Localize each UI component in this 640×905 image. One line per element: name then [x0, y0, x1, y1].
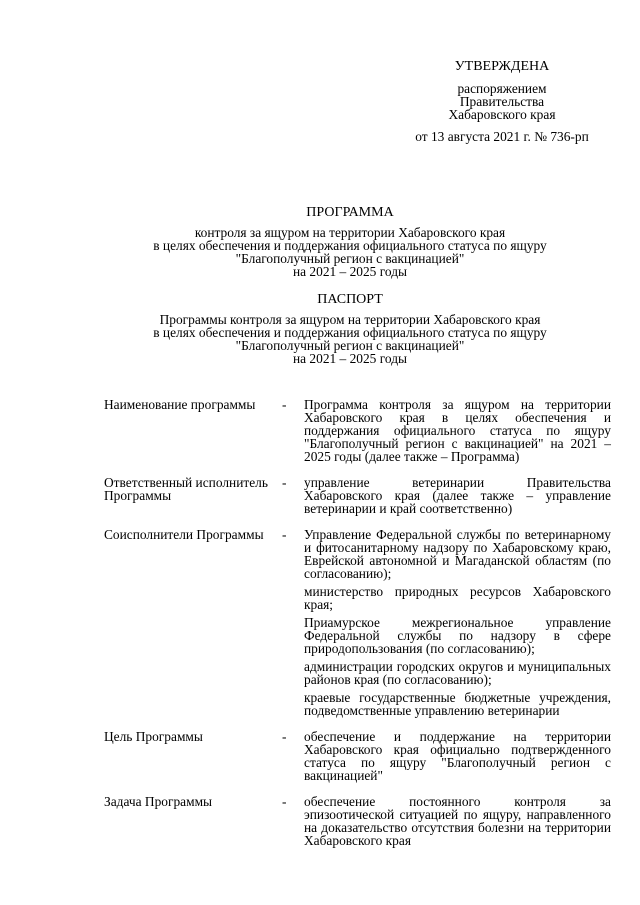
passport-subtitle-line: "Благополучный регион с вакцинацией" — [235, 338, 465, 353]
row-dash: - — [282, 794, 287, 809]
row-label: Задача Программы — [104, 794, 213, 809]
program-subtitle-line: "Благополучный регион с вакцинацией" — [235, 251, 465, 266]
row-paragraph: Управление Федеральной службы по ветеринарному и фитосанитарному надзору по Хабаровскому краю, Еврейской автономной и Магаданской областям (по согласованию); — [304, 527, 611, 581]
approval-title: УТВЕРЖДЕНА — [454, 59, 550, 74]
program-title: ПРОГРАММА — [306, 205, 394, 220]
row-content — [304, 398, 611, 463]
row-paragraph: обеспечение постоянного контроля за эпизоотической ситуацией по ящуру, направленного на доказательство отсутствия болезни на территории Хабаровского края — [304, 794, 611, 848]
approval-date: от 13 августа 2021 г. № 736-рп — [415, 129, 589, 144]
row-label: Цель Программы — [104, 729, 203, 744]
program-heading — [100, 206, 600, 278]
table-row — [104, 398, 612, 463]
program-subtitle-line: в целях обеспечения и поддержания официального статуса по ящуру — [153, 238, 547, 253]
approval-line: распоряжением — [457, 81, 547, 96]
row-dash: - — [282, 527, 287, 542]
table-row — [104, 795, 612, 847]
row-paragraph: управление ветеринарии Правительства Хабаровского края (далее также – управление ветеринарии и край соответственно) — [304, 475, 611, 516]
row-content — [304, 795, 611, 847]
row-content — [304, 730, 611, 782]
program-subtitle-line: контроля за ящуром на территории Хабаровского края — [194, 225, 506, 240]
row-label: Наименование программы — [104, 397, 256, 412]
passport-subtitle-line: Программы контроля за ящуром на территории Хабаровского края — [159, 312, 541, 327]
passport-subtitle-line: на 2021 – 2025 годы — [292, 351, 408, 366]
row-paragraph: министерство природных ресурсов Хабаровского края; — [304, 584, 611, 612]
approval-line: Хабаровского края — [448, 107, 556, 122]
row-label: Ответственный исполнитель Программы — [104, 475, 268, 503]
program-subtitle-line: на 2021 – 2025 годы — [292, 264, 408, 279]
table-row — [104, 476, 612, 515]
passport-heading — [100, 293, 600, 365]
passport-table — [104, 398, 612, 860]
row-paragraph: администрации городских округов и муниципальных районов края (по согласованию); — [304, 659, 611, 687]
row-paragraph: обеспечение и поддержание на территории Хабаровского края официально подтвержденного статуса по ящуру "Благополучный регион с вакцинацией" — [304, 729, 611, 783]
row-paragraph: Приамурское межрегиональное управление Федеральной службы по надзору в сфере природопользования (по согласованию); — [304, 615, 611, 656]
table-row — [104, 528, 612, 717]
row-dash: - — [282, 397, 287, 412]
table-row — [104, 730, 612, 782]
row-paragraph: краевые государственные бюджетные учреждения, подведомственные управлению ветеринарии — [304, 690, 611, 718]
row-content — [304, 528, 611, 717]
approval-line: Правительства — [459, 94, 545, 109]
passport-subtitle-line: в целях обеспечения и поддержания официального статуса по ящуру — [153, 325, 547, 340]
passport-title: ПАСПОРТ — [317, 292, 383, 307]
approval-stamp — [402, 60, 602, 143]
row-dash: - — [282, 475, 287, 490]
row-content — [304, 476, 611, 515]
row-dash: - — [282, 729, 287, 744]
row-label: Соисполнители Программы — [104, 527, 264, 542]
row-paragraph: Программа контроля за ящуром на территории Хабаровского края в целях обеспечения и поддержания официального статуса по ящуру "Благополучный регион с вакцинацией" на 2021 – 2025 годы (далее также – Программа) — [304, 397, 611, 464]
